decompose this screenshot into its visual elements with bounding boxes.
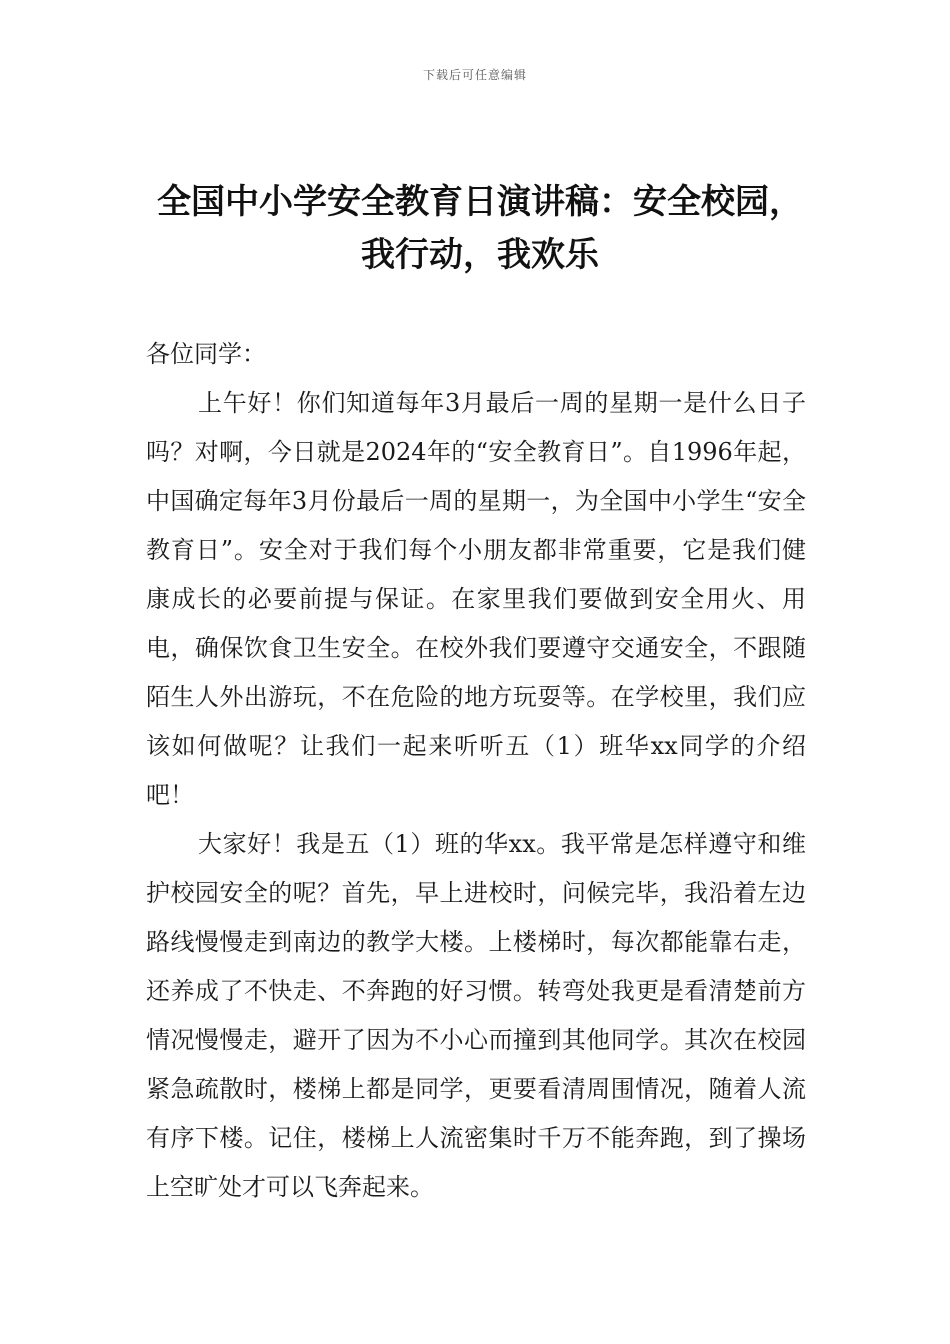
paragraph-2: 大家好！我是五（1）班的华xx。我平常是怎样遵守和维护校园安全的呢？首先，早上进校时，问候完毕，我沿着左边路线慢慢走到南边的教学大楼。上楼梯时，每次都能靠右走，还养成了不快走、不奔跑的好习惯。转弯处我更是看清楚前方情况慢慢走，避开了因为不小心而撞到其他同学。其次在校园紧急疏散时，楼梯上都是同学，更要看清周围情况，随着人流有序下楼。记住，楼梯上人流密集时千万不能奔跑，到了操场上空旷处才可以飞奔起来。 [146,830,806,1201]
title-line-1: 全国中小学安全教育日演讲稿：安全校园， [157,182,803,222]
document-title [140,176,820,282]
salutation: 各位同学： [146,340,266,368]
header-note: 下载后可任意编辑 [422,68,527,82]
title-line-2: 我行动，我欢乐 [361,235,599,275]
paragraph-1: 上午好！你们知道每年3月最后一周的星期一是什么日子吗？对啊，今日就是2024年的“安全教育日”。自1996年起，中国确定每年3月份最后一周的星期一，为全国中小学生“安全教育日”。安全对于我们每个小朋友都非常重要，它是我们健康成长的必要前提与保证。在家里我们要做到安全用火、用电，确保饮食卫生安全。在校外我们要遵守交通安全，不跟随陌生人外出游玩，不在危险的地方玩耍等。在学校里，我们应该如何做呢？让我们一起来听听五（1）班华xx同学的介绍吧！ [146,389,806,809]
document-body [146,330,806,1212]
